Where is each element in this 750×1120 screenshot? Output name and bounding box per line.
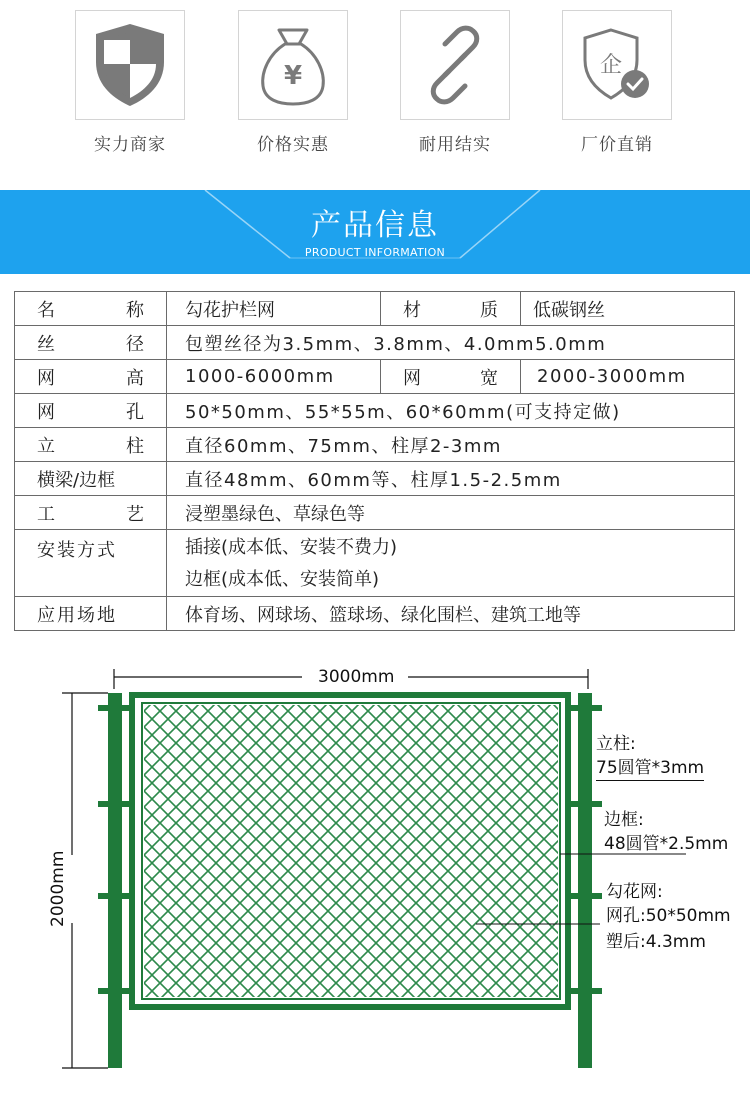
feature-factory xyxy=(562,10,672,155)
left-post xyxy=(108,693,122,1068)
spec-key-char: 立 xyxy=(37,435,55,457)
spec-row-height-width xyxy=(15,360,735,394)
spec-key xyxy=(15,360,167,394)
spec-key-char: 称 xyxy=(126,299,144,321)
spec-row-wire xyxy=(15,326,735,360)
frame-spec: 48圆管*2.5mm xyxy=(604,834,729,854)
feature-label: 厂价直销 xyxy=(581,135,653,155)
spec-key-char: 丝 xyxy=(37,333,55,355)
spec-row-craft xyxy=(15,496,735,530)
spec-key xyxy=(15,394,167,428)
spec-value: 直径48mm、60mm等、柱厚1.5-2.5mm xyxy=(167,462,735,496)
banner-subtitle: PRODUCT INFORMATION xyxy=(304,246,446,259)
mesh-coat: 塑后:4.3mm xyxy=(606,932,706,952)
spec-key-char: 网 xyxy=(37,401,55,423)
feature-icon-box xyxy=(400,10,510,120)
spec-key-char: 名 xyxy=(37,299,55,321)
factory-badge-icon xyxy=(581,26,653,104)
spec-key-char: 质 xyxy=(480,299,498,321)
feature-label: 价格实惠 xyxy=(257,135,329,155)
width-label: 3000mm xyxy=(318,667,395,687)
spec-row-post xyxy=(15,428,735,462)
spec-key-text: 安装方式 xyxy=(37,540,117,561)
spec-value: 体育场、网球场、篮球场、绿化围栏、建筑工地等 xyxy=(167,597,735,631)
spec-key xyxy=(381,292,521,326)
feature-label: 实力商家 xyxy=(94,135,166,155)
spec-key xyxy=(15,462,167,496)
spec-key xyxy=(15,326,167,360)
spec-key-char: 工 xyxy=(37,503,55,525)
chain-link-mesh xyxy=(144,705,558,997)
height-label: 2000mm xyxy=(48,850,68,927)
svg-text:¥: ¥ xyxy=(283,61,303,91)
spec-row-hole xyxy=(15,394,735,428)
shield-icon xyxy=(90,22,170,108)
svg-text:企: 企 xyxy=(599,53,623,78)
feature-durable xyxy=(400,10,510,155)
install-option: 边框(成本低、安装简单) xyxy=(185,569,380,590)
spec-value: 50*50mm、55*55m、60*60mm(可支持定做) xyxy=(167,394,735,428)
spec-key xyxy=(15,597,167,631)
spec-key-char: 宽 xyxy=(480,367,498,389)
spec-key-char: 材 xyxy=(403,299,421,321)
spec-key-char: 径 xyxy=(126,333,144,355)
spec-value: 低碳钢丝 xyxy=(521,292,735,326)
spec-row-usage xyxy=(15,597,735,631)
money-bag-icon xyxy=(255,22,331,108)
fence-drawing xyxy=(0,655,750,1085)
feature-icon-box xyxy=(75,10,185,120)
spec-row-frame xyxy=(15,462,735,496)
feature-icon-box xyxy=(562,10,672,120)
post-title: 立柱: xyxy=(596,734,636,754)
feature-icon-box xyxy=(238,10,348,120)
spec-key-text: 应用场地 xyxy=(37,604,117,626)
spec-row-name-material xyxy=(15,292,735,326)
feature-strength xyxy=(75,10,185,155)
spec-key xyxy=(15,496,167,530)
spec-value: 浸塑墨绿色、草绿色等 xyxy=(167,496,735,530)
post-spec: 75圆管*3mm xyxy=(596,753,704,781)
spec-key-char: 艺 xyxy=(126,503,144,525)
chain-link-icon xyxy=(415,25,495,105)
spec-key-char: 孔 xyxy=(126,401,144,423)
feature-row xyxy=(0,0,750,170)
mesh-title: 勾花网: xyxy=(606,882,663,902)
product-info-banner xyxy=(0,190,750,274)
spec-key xyxy=(381,360,521,394)
spec-value xyxy=(167,530,735,597)
install-option: 插接(成本低、安装不费力) xyxy=(185,537,398,558)
feature-price xyxy=(238,10,348,155)
height-dimension-line xyxy=(62,693,108,1068)
spec-row-install xyxy=(15,530,735,597)
spec-value: 2000-3000mm xyxy=(521,360,735,394)
banner-title: 产品信息 xyxy=(311,208,439,243)
fence-diagram xyxy=(0,655,750,1085)
spec-key-text: 横梁/边框 xyxy=(37,469,116,491)
spec-key xyxy=(15,428,167,462)
feature-label: 耐用结实 xyxy=(419,135,491,155)
spec-value: 直径60mm、75mm、柱厚2-3mm xyxy=(167,428,735,462)
frame-title: 边框: xyxy=(604,810,644,830)
spec-key-char: 网 xyxy=(403,367,421,389)
spec-value: 包塑丝径为3.5mm、3.8mm、4.0mm5.0mm xyxy=(167,326,735,360)
mesh-hole: 网孔:50*50mm xyxy=(606,906,731,926)
spec-value: 1000-6000mm xyxy=(167,360,381,394)
spec-key xyxy=(15,530,167,597)
spec-key xyxy=(15,292,167,326)
spec-value: 勾花护栏网 xyxy=(167,292,381,326)
spec-key-char: 高 xyxy=(126,367,144,389)
spec-table xyxy=(14,291,735,631)
spec-key-char: 柱 xyxy=(126,435,144,457)
right-post xyxy=(578,693,592,1068)
spec-key-char: 网 xyxy=(37,367,55,389)
